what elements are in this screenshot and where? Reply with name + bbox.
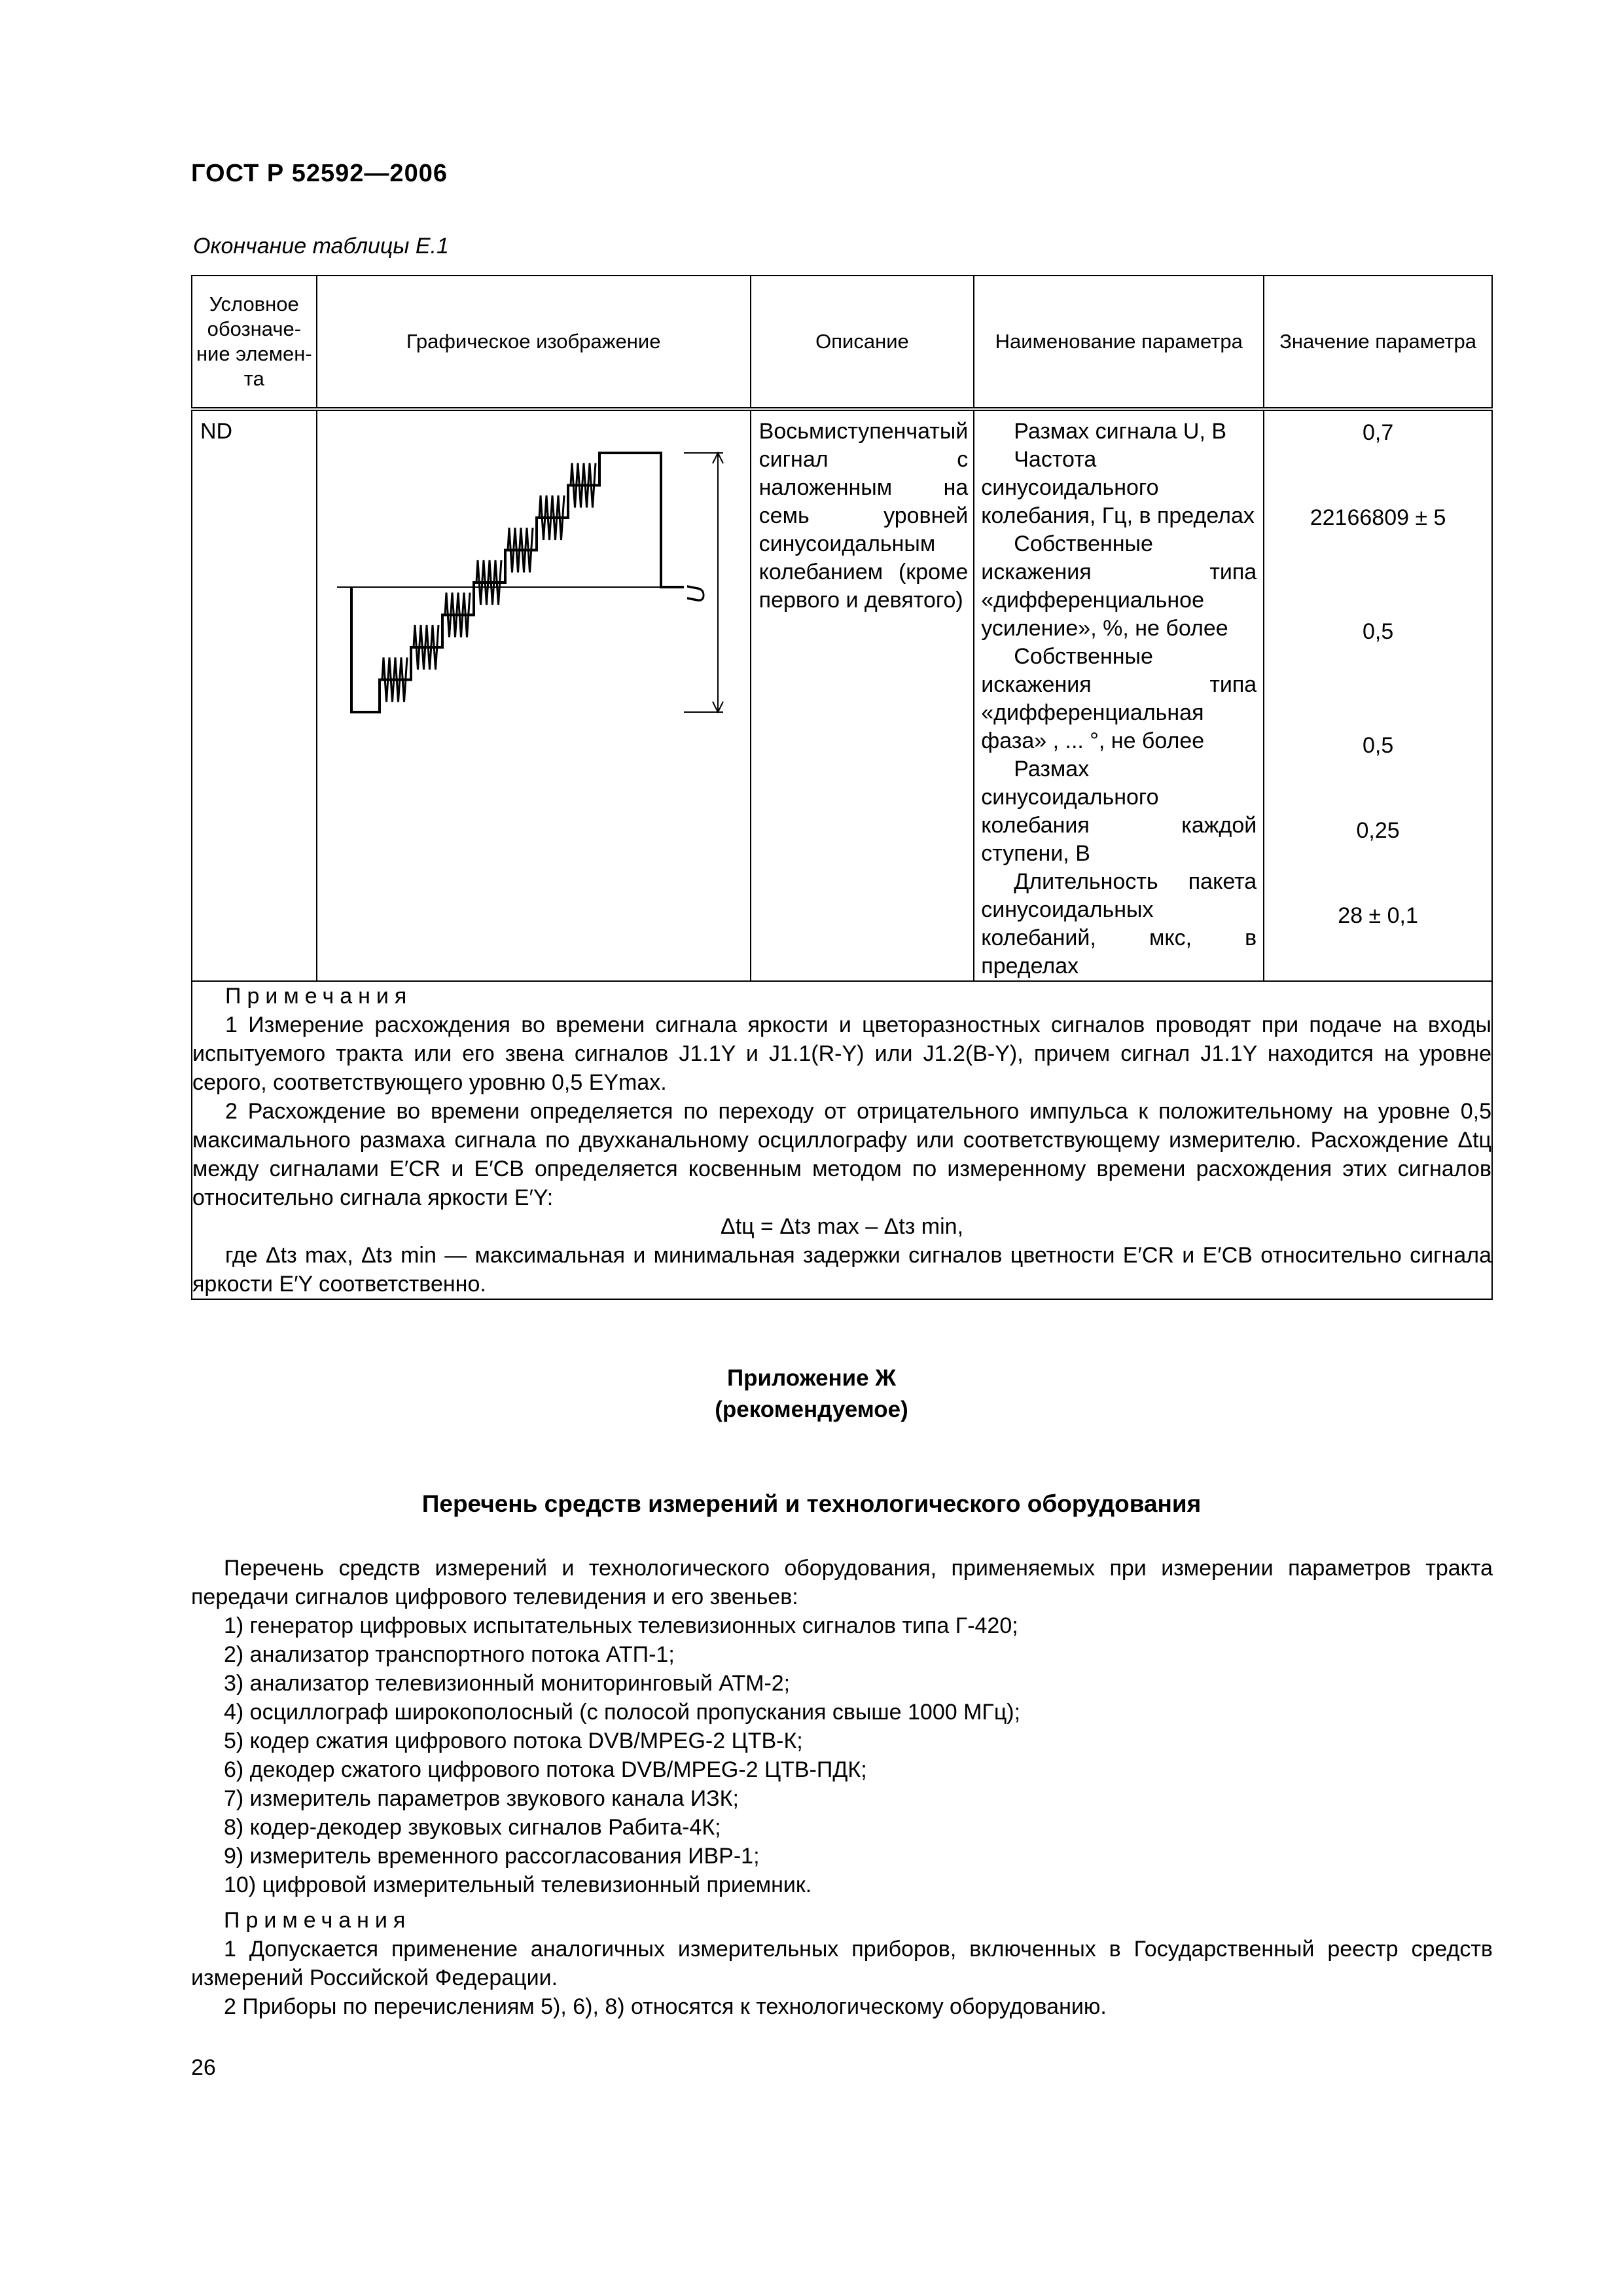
param-value: 0,7 bbox=[1362, 420, 1394, 445]
appendix-note-1: 1 Допускается применение аналогичных измерительных приборов, включенных в Государственный реестр средств измерений Российской Федерации. bbox=[191, 1937, 1493, 1990]
page-number: 26 bbox=[191, 2055, 216, 2080]
list-item: 7) измеритель параметров звукового канала ИЗК; bbox=[224, 1786, 739, 1811]
appendix-body bbox=[191, 1554, 1493, 2021]
appendix-intro: Перечень средств измерений и технологического оборудования, применяемых при измерении параметров тракта передачи сигналов цифрового телевидения и его звеньев: bbox=[191, 1556, 1493, 1609]
note-2: 2 Расхождение во времени определяется по переходу от отрицательного импульса к положительному на уровне 0,5 максимального размаха сигнала по двухканальному осциллографу или соответствующему измерителю. Расхождение Δtц между сигналами E′CR и E′CB определяется косвенным методом по измеренному времени расхождения этих сигналов относительно сигнала яркости E′Y: bbox=[192, 1099, 1491, 1210]
appendix-notes-title: Примечания bbox=[224, 1908, 412, 1933]
table-notes bbox=[192, 981, 1492, 1299]
appendix-title: Приложение Ж (рекомендуемое) bbox=[715, 1365, 908, 1422]
staircase-signal-diagram bbox=[317, 411, 750, 751]
param-name: Собственные искажения типа «дифференциальная фаза» , ... °, не более bbox=[981, 644, 1257, 753]
formula: Δtц = Δtз max – Δtз min, bbox=[720, 1214, 964, 1239]
column-header-value: Значение параметра bbox=[1264, 276, 1492, 409]
param-value: 0,25 bbox=[1356, 818, 1400, 843]
param-name: Длительность пакета синусоидальных колебаний, мкс, в пределах bbox=[981, 869, 1257, 978]
param-name: Частота синусоидального колебания, Гц, в пределах bbox=[981, 447, 1255, 528]
list-item: 4) осциллограф широкополосный (с полосой пропускания свыше 1000 МГц); bbox=[224, 1700, 1021, 1725]
symbol-cell: ND bbox=[192, 409, 317, 981]
column-header-parameter: Наименование параметра bbox=[974, 276, 1264, 409]
value-cell bbox=[1264, 409, 1492, 981]
list-item: 10) цифровой измерительный телевизионный приемник. bbox=[224, 1873, 812, 1897]
list-item: 1) генератор цифровых испытательных телевизионных сигналов типа Г-420; bbox=[224, 1613, 1018, 1638]
description-cell bbox=[751, 409, 974, 981]
list-item: 5) кодер сжатия цифрового потока DVB/MPEG-2 ЦТВ-К; bbox=[224, 1729, 803, 1753]
notes-title: Примечания bbox=[225, 984, 413, 1009]
note-2-end: где Δtз max, Δtз min — максимальная и минимальная задержки сигналов цветности E′CR и E′CB относительно сигнала яркости E′Y соответственно. bbox=[192, 1243, 1491, 1297]
param-name: Размах сигнала U, В bbox=[1014, 419, 1227, 444]
standard-header: ГОСТ Р 52592—2006 bbox=[191, 160, 448, 187]
param-value: 22166809 ± 5 bbox=[1310, 505, 1446, 530]
table-row bbox=[192, 409, 1492, 981]
param-value: 28 ± 0,1 bbox=[1338, 903, 1418, 928]
list-item: 8) кодер-декодер звуковых сигналов Рабита-4К; bbox=[224, 1815, 721, 1840]
parameter-cell bbox=[974, 409, 1264, 981]
graphic-cell bbox=[317, 409, 751, 981]
appendix-heading: Перечень средств измерений и технологического оборудования bbox=[421, 1490, 1202, 1517]
table-caption: Окончание таблицы Е.1 bbox=[193, 234, 449, 259]
note-1: 1 Измерение расхождения во времени сигнала яркости и цветоразностных сигналов проводят при подаче на входы испытуемого тракта или его звена сигналов J1.1Y и J1.1(R-Y) или J1.2(B-Y), причем сигнал J1.1Y находится на уровне серого, соответствующего уровню 0,5 EYmax. bbox=[192, 1013, 1491, 1095]
param-name: Размах синусоидального колебания каждой ступени, В bbox=[981, 757, 1257, 866]
param-name: Собственные искажения типа «дифференциальное усиление», %, не более bbox=[981, 531, 1257, 641]
axis-label-u: U bbox=[682, 585, 710, 603]
column-header-graphic: Графическое изображение bbox=[317, 276, 751, 409]
list-item: 6) декодер сжатого цифрового потока DVB/MPEG-2 ЦТВ-ПДК; bbox=[224, 1757, 867, 1782]
list-item: 3) анализатор телевизионный мониторинговый АТМ-2; bbox=[224, 1671, 791, 1696]
list-item: 9) измеритель временного рассогласования ИВР-1; bbox=[224, 1844, 760, 1869]
notes-row bbox=[192, 981, 1492, 1299]
column-header-description: Описание bbox=[751, 276, 974, 409]
signal-waveform bbox=[337, 453, 723, 712]
description-text: Восьмиступенчатый сигнал с наложенным на семь уровней синусоидальным колебанием (кроме первого и девятого) bbox=[758, 419, 969, 613]
list-item: 2) анализатор транспортного потока АТП-1; bbox=[224, 1642, 675, 1667]
parameter-table bbox=[191, 275, 1493, 1300]
table-header-row bbox=[192, 276, 1492, 409]
param-value: 0,5 bbox=[1362, 619, 1394, 644]
column-header-symbol: Условное обозначе-ние элемен-та bbox=[192, 276, 317, 409]
param-value: 0,5 bbox=[1362, 733, 1394, 758]
appendix-note-2: 2 Приборы по перечислениям 5), 6), 8) относятся к технологическому оборудованию. bbox=[224, 1994, 1107, 2019]
